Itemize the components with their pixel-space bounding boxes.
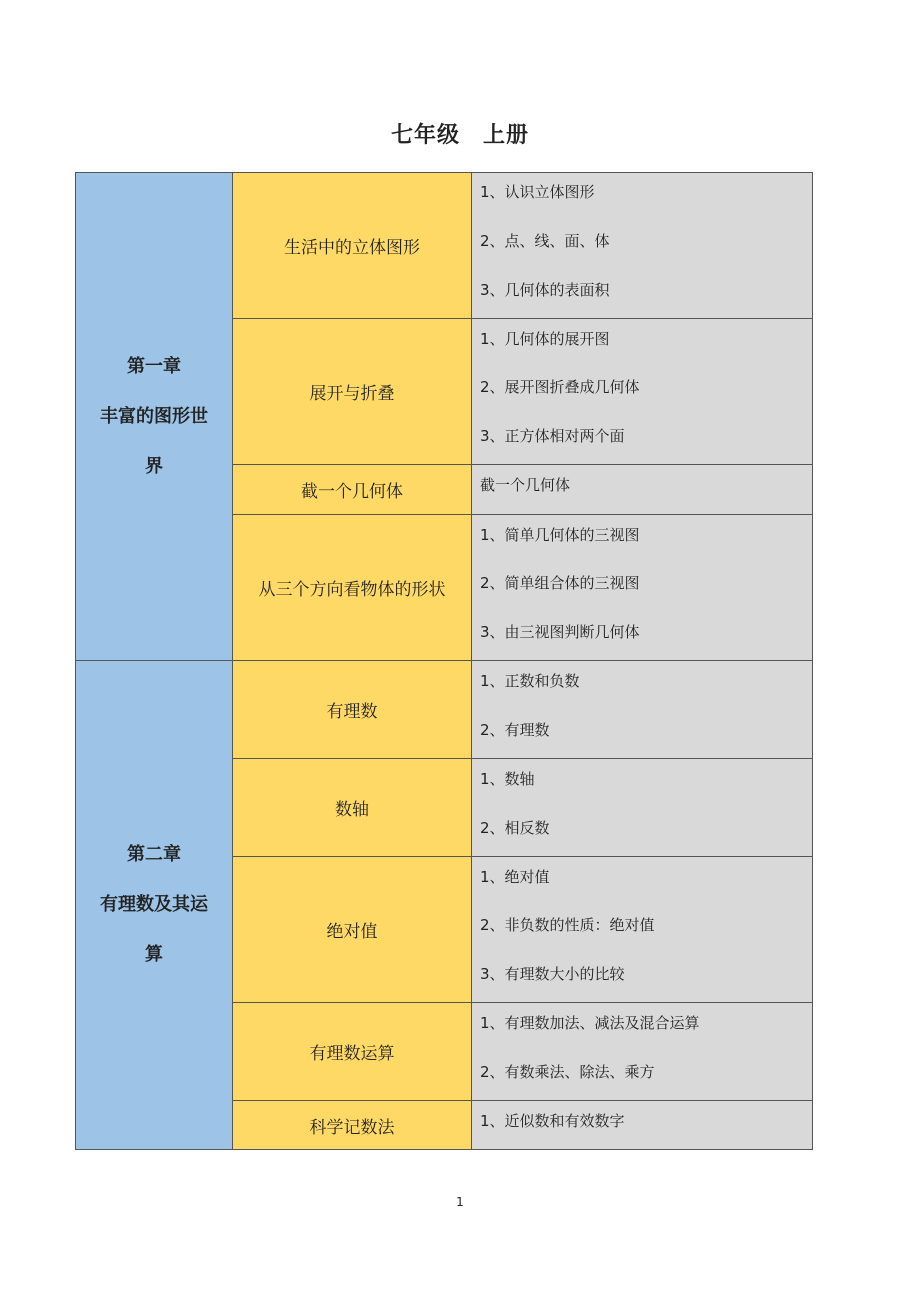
topic-item: 3、正方体相对两个面: [480, 427, 625, 445]
section-cell: 数轴: [232, 758, 472, 857]
topic-item: 1、近似数和有效数字: [480, 1112, 625, 1130]
topic-item: 2、有理数: [480, 721, 550, 739]
topics-cell: [471, 172, 813, 319]
topic-item: 2、简单组合体的三视图: [480, 574, 640, 592]
topic-item: 3、由三视图判断几何体: [480, 623, 640, 641]
chapter-cell: [75, 660, 233, 1150]
page-title: 七年级 上册: [390, 123, 529, 148]
topics-cell: [471, 1002, 813, 1101]
chapter-label: 第一章: [127, 355, 181, 377]
topics-cell: [471, 514, 813, 661]
topic-item: 2、有数乘法、除法、乘方: [480, 1063, 655, 1081]
topic-item: 3、有理数大小的比较: [480, 965, 625, 983]
page-number: 1: [456, 1195, 464, 1209]
section-cell: 有理数运算: [232, 1002, 472, 1101]
chapter-cell: [75, 172, 233, 661]
chapter-name-line: 算: [145, 944, 163, 965]
topic-item: 1、有理数加法、减法及混合运算: [480, 1014, 700, 1032]
chapter-name-line: 有理数及其运: [100, 894, 208, 915]
topics-cell: [471, 318, 813, 465]
topics-cell: [471, 758, 813, 857]
section-cell: 绝对值: [232, 856, 472, 1003]
topic-item: 截一个几何体: [480, 476, 571, 494]
topic-item: 3、几何体的表面积: [480, 281, 610, 299]
topic-item: 2、非负数的性质：绝对值: [480, 916, 655, 934]
topics-cell: [471, 856, 813, 1003]
topics-cell: [471, 660, 813, 759]
topic-item: 2、展开图折叠成几何体: [480, 378, 640, 396]
topic-item: 2、相反数: [480, 819, 550, 837]
section-cell: 从三个方向看物体的形状: [232, 514, 472, 661]
topic-item: 1、数轴: [480, 770, 535, 788]
chapter-name-line: 丰富的图形世: [100, 405, 208, 427]
topic-item: 1、简单几何体的三视图: [480, 526, 640, 544]
topic-item: 1、绝对值: [480, 868, 550, 886]
topic-item: 1、几何体的展开图: [480, 330, 610, 348]
topic-item: 2、点、线、面、体: [480, 232, 610, 250]
topics-cell: [471, 464, 813, 515]
section-cell: 生活中的立体图形: [232, 172, 472, 319]
section-cell: 截一个几何体: [232, 464, 472, 515]
section-cell: 展开与折叠: [232, 318, 472, 465]
topics-cell: [471, 1100, 813, 1150]
section-cell: 有理数: [232, 660, 472, 759]
topic-item: 1、正数和负数: [480, 672, 580, 690]
topic-item: 1、认识立体图形: [480, 183, 595, 201]
section-cell: 科学记数法: [232, 1100, 472, 1150]
chapter-label: 第二章: [127, 844, 181, 865]
chapter-name-line: 界: [145, 455, 163, 477]
